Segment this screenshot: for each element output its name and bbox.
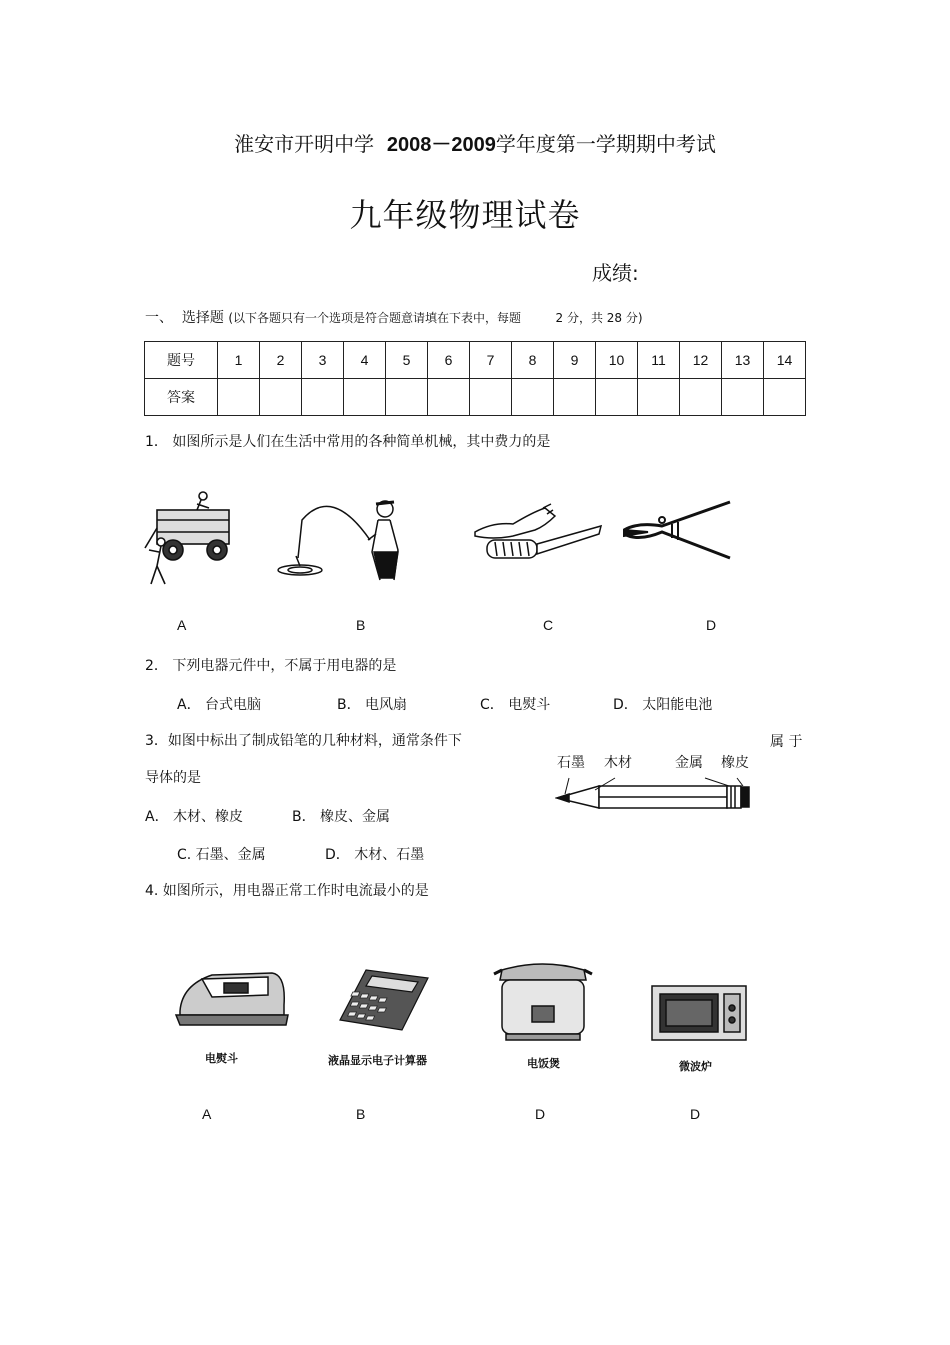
q1-label-c: C [543, 617, 554, 633]
answer-cell[interactable] [344, 379, 386, 416]
question-number-cell: 1 [218, 342, 260, 379]
row-header-number: 题号 [145, 342, 218, 379]
answer-table [144, 341, 806, 416]
answer-cell[interactable] [302, 379, 344, 416]
answer-cell[interactable] [470, 379, 512, 416]
q4-label-c: D [535, 1106, 546, 1122]
q1-label-d: D [706, 617, 717, 633]
q3-option-d: D． 木材、石墨 [325, 847, 425, 863]
question-number-cell: 3 [302, 342, 344, 379]
q4-caption-rice-cooker: 电饭煲 [527, 1057, 560, 1070]
answer-cell[interactable] [260, 379, 302, 416]
q2-option-d: D． 太阳能电池 [613, 697, 713, 713]
section-points: 2 分，共 28 分) [555, 311, 643, 325]
fishing-figure [272, 490, 417, 585]
answer-cell[interactable] [764, 379, 806, 416]
school-exam-header [0, 128, 950, 157]
answer-cell[interactable] [554, 379, 596, 416]
answer-cell[interactable] [596, 379, 638, 416]
question-number-cell: 14 [764, 342, 806, 379]
q4-caption-calculator: 液晶显示电子计算器 [328, 1054, 427, 1067]
question-number-cell: 2 [260, 342, 302, 379]
question-number-cell: 7 [470, 342, 512, 379]
cart-figure [143, 488, 238, 588]
q4-label-b: B [356, 1106, 366, 1122]
q4-label-a: A [202, 1106, 212, 1122]
question-number-row [145, 342, 806, 379]
section-name: 选择题 [181, 310, 224, 326]
answer-cell[interactable] [218, 379, 260, 416]
q3-option-c: C. 石墨、金属 [177, 847, 266, 863]
shears-figure [618, 500, 733, 562]
answer-cell[interactable] [680, 379, 722, 416]
question-2-text: 2． 下列电器元件中，不属于用电器的是 [145, 658, 397, 674]
pencil-label-graphite: 石墨 [557, 755, 585, 771]
q1-label-a: A [177, 617, 187, 633]
question-number-cell: 8 [512, 342, 554, 379]
pencil-figure [555, 770, 755, 810]
answer-cell[interactable] [638, 379, 680, 416]
q2-option-b: B． 电风扇 [337, 697, 408, 713]
question-number-cell: 13 [722, 342, 764, 379]
question-number-cell: 10 [596, 342, 638, 379]
score-label: 成绩: [592, 261, 639, 285]
answer-cell[interactable] [428, 379, 470, 416]
answer-cell[interactable] [722, 379, 764, 416]
question-number-cell: 12 [680, 342, 722, 379]
question-4-text: 4. 如图所示，用电器正常工作时电流最小的是 [145, 883, 429, 899]
q3-option-b: B． 橡皮、金属 [292, 809, 391, 825]
question-number-cell: 5 [386, 342, 428, 379]
question-3-text-line2: 导体的是 [145, 770, 201, 786]
exam-term: 学年度第一学期期中考试 [495, 132, 716, 156]
q3-option-a: A． 木材、橡皮 [145, 809, 244, 825]
q4-caption-iron: 电熨斗 [205, 1052, 238, 1065]
hand-knife-figure [473, 502, 603, 568]
row-header-answer: 答案 [145, 379, 218, 416]
section-number: 一、 [145, 310, 173, 326]
pencil-label-eraser: 橡皮 [721, 755, 749, 771]
question-number-cell: 9 [554, 342, 596, 379]
answer-cell[interactable] [512, 379, 554, 416]
pencil-label-metal: 金属 [675, 755, 703, 771]
section-instruction: (以下各题只有一个选项是符合题意请填在下表中，每题 [228, 311, 522, 325]
microwave-figure [650, 984, 748, 1044]
q1-label-b: B [356, 617, 366, 633]
question-3-text: 3．如图中标出了制成铅笔的几种材料，通常条件下 [145, 733, 462, 749]
question-3-text-end: 属 于 [770, 734, 803, 750]
q4-label-d: D [690, 1106, 701, 1122]
paper-title: 九年级物理试卷 [349, 196, 581, 234]
school-name: 淮安市开明中学 [234, 132, 375, 156]
question-1-text: 1． 如图所示是人们在生活中常用的各种简单机械，其中费力的是 [145, 434, 551, 450]
question-number-cell: 11 [638, 342, 680, 379]
pencil-label-wood: 木材 [604, 755, 632, 771]
q4-caption-microwave: 微波炉 [679, 1060, 712, 1073]
answer-row [145, 379, 806, 416]
school-years: 2008－2009 [386, 134, 496, 156]
rice-cooker-figure [492, 960, 594, 1042]
q2-option-c: C． 电熨斗 [480, 697, 551, 713]
q2-option-a: A． 台式电脑 [177, 697, 262, 713]
calculator-figure [338, 968, 430, 1034]
question-number-cell: 4 [344, 342, 386, 379]
answer-cell[interactable] [386, 379, 428, 416]
question-number-cell: 6 [428, 342, 470, 379]
section-heading [145, 307, 643, 327]
electric-iron-figure [172, 965, 290, 1031]
